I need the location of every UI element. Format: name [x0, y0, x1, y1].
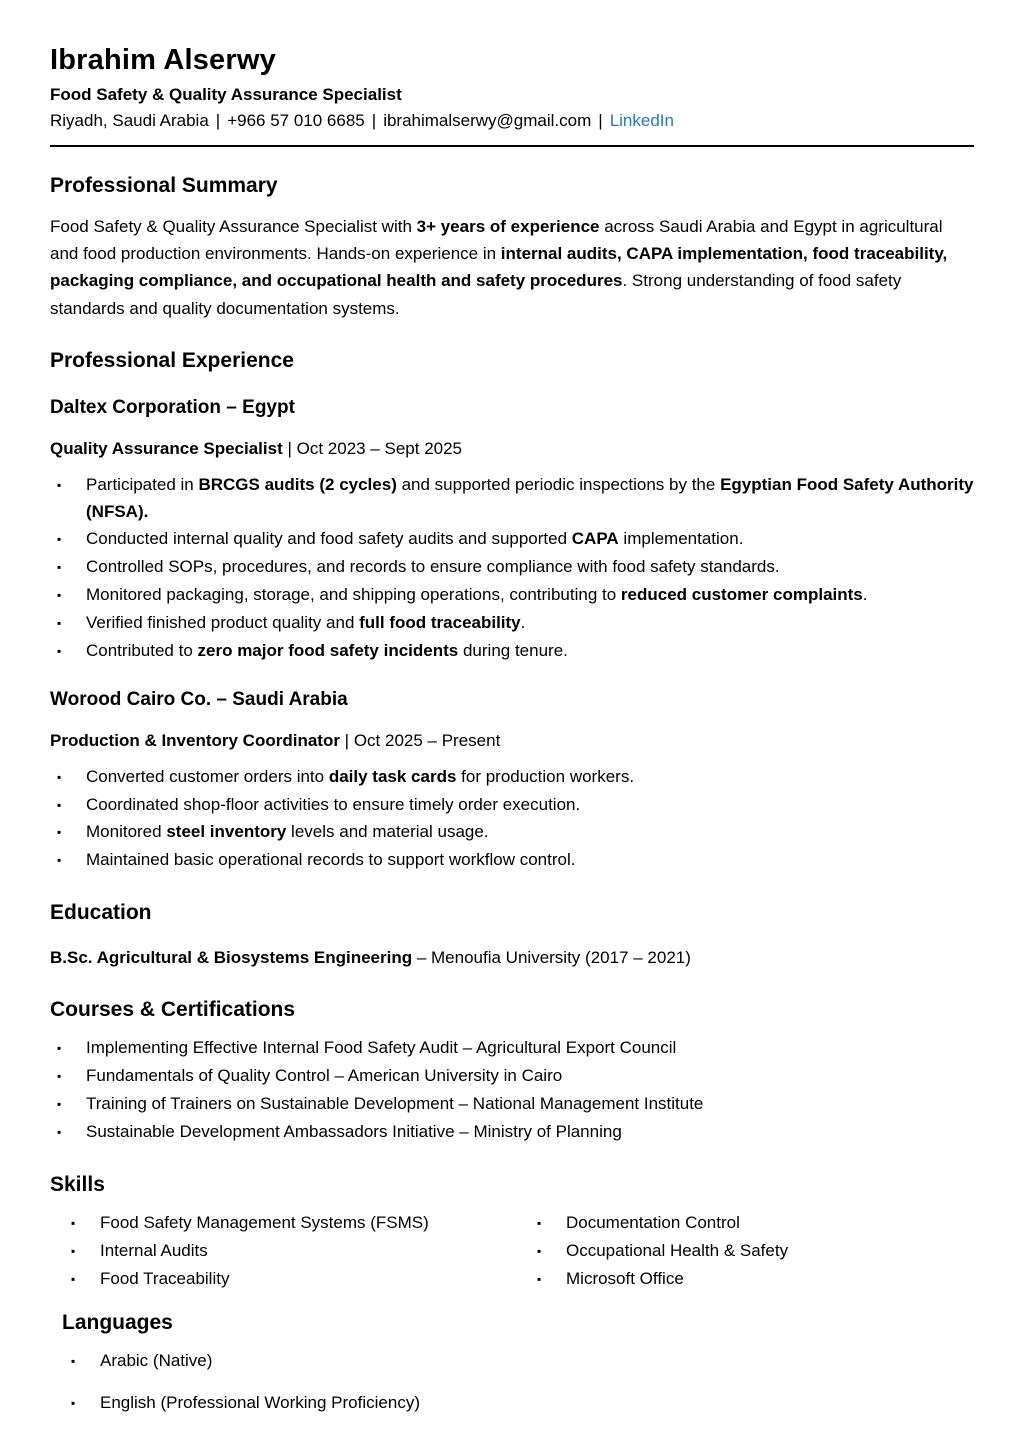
courses-list	[50, 1035, 974, 1145]
contact-line	[50, 111, 974, 131]
summary-paragraph: Food Safety & Quality Assurance Specialist with 3+ years of experience across Saudi Arabia and Egypt in agricultural and food production environments. Hands-on experience in internal audits, CAPA implementation, food traceability, packaging compliance, and occupational health and safety procedures. Strong understanding of food safety standards and quality documentation systems.	[50, 217, 948, 318]
job-entry	[50, 397, 974, 665]
contact-email: ibrahimalserwy@gmail.com	[383, 111, 592, 130]
job-dates: | Oct 2025 – Present	[339, 730, 501, 750]
skills-list-left	[64, 1210, 530, 1293]
role-line	[50, 439, 974, 459]
candidate-name: Ibrahim Alserwy	[50, 44, 276, 76]
contact-location: Riyadh, Saudi Arabia	[50, 111, 209, 130]
job-bullet-list	[50, 472, 974, 665]
bullet-item: ▪ Monitored packaging, storage, and shipping operations, contributing to reduced customer complaints.	[50, 582, 974, 609]
course-item: ▪ Training of Trainers on Sustainable Development – National Management Institute	[50, 1091, 974, 1118]
job-dates: | Oct 2023 – Sept 2025	[282, 438, 463, 458]
skills-column-left	[50, 1210, 530, 1294]
skills-columns	[50, 1210, 974, 1294]
section-heading-courses-certifications: Courses & Certifications	[50, 998, 296, 1022]
job-role: Quality Assurance Specialist	[50, 438, 283, 458]
course-item: ▪ Sustainable Development Ambassadors Initiative – Ministry of Planning	[50, 1119, 974, 1146]
contact-separator: |	[371, 111, 377, 130]
skill-item: ▪ Food Safety Management Systems (FSMS)	[64, 1210, 530, 1237]
linkedin-link[interactable]: LinkedIn	[609, 111, 674, 130]
languages-list	[64, 1348, 974, 1417]
bullet-item: ▪ Contributed to zero major food safety incidents during tenure.	[50, 638, 974, 665]
section-heading-professional-experience: Professional Experience	[50, 348, 294, 372]
bullet-item: ▪ Controlled SOPs, procedures, and records to ensure compliance with food safety standards.	[50, 554, 974, 581]
contact-phone: +966 57 010 6685	[227, 111, 365, 130]
skill-item: ▪ Microsoft Office	[530, 1266, 974, 1293]
bullet-item: ▪ Verified finished product quality and full food traceability.	[50, 610, 974, 637]
skills-column-right	[530, 1210, 974, 1294]
section-skills	[50, 1173, 974, 1294]
section-heading-skills: Skills	[50, 1172, 105, 1196]
job-entry	[50, 689, 974, 874]
education-entry: B.Sc. Agricultural & Biosystems Engineering – Menoufia University (2017 – 2021)	[50, 948, 691, 968]
resume-header	[50, 44, 974, 147]
bullet-item: ▪ Maintained basic operational records to support workflow control.	[50, 847, 974, 874]
skill-item: ▪ Internal Audits	[64, 1238, 530, 1265]
bullet-item: ▪ Conducted internal quality and food safety audits and supported CAPA implementation.	[50, 526, 974, 553]
skill-item: ▪ Documentation Control	[530, 1210, 974, 1237]
candidate-title: Food Safety & Quality Assurance Specialist	[50, 85, 402, 104]
section-heading-education: Education	[50, 901, 152, 925]
section-heading-professional-summary: Professional Summary	[50, 174, 278, 197]
section-professional-summary	[50, 174, 974, 322]
contact-separator: |	[215, 111, 221, 130]
bullet-item: ▪ Coordinated shop-floor activities to ensure timely order execution.	[50, 792, 974, 819]
skills-list-right	[530, 1210, 974, 1293]
section-courses-certifications	[50, 998, 974, 1145]
language-item: ▪ English (Professional Working Proficiency)	[64, 1390, 974, 1417]
course-item: ▪ Implementing Effective Internal Food Safety Audit – Agricultural Export Council	[50, 1035, 974, 1062]
company-name: Daltex Corporation – Egypt	[50, 396, 295, 418]
job-bullet-list	[50, 764, 974, 874]
language-item: ▪ Arabic (Native)	[64, 1348, 974, 1375]
header-divider	[50, 145, 974, 147]
bullet-item: ▪ Monitored steel inventory levels and material usage.	[50, 819, 974, 846]
section-education	[50, 901, 974, 971]
skill-item: ▪ Occupational Health & Safety	[530, 1238, 974, 1265]
contact-separator: |	[598, 111, 603, 130]
course-item: ▪ Fundamentals of Quality Control – American University in Cairo	[50, 1063, 974, 1090]
company-name: Worood Cairo Co. – Saudi Arabia	[50, 688, 348, 710]
job-role: Production & Inventory Coordinator	[50, 730, 340, 750]
section-heading-languages: Languages	[62, 1311, 173, 1335]
skill-item: ▪ Food Traceability	[64, 1266, 530, 1293]
bullet-item: ▪ Participated in BRCGS audits (2 cycles) and supported periodic inspections by the Egyptian Food Safety Authority (NFSA).	[50, 472, 974, 526]
bullet-item: ▪ Converted customer orders into daily task cards for production workers.	[50, 764, 974, 791]
role-line	[50, 731, 974, 751]
section-languages	[50, 1311, 974, 1417]
section-professional-experience	[50, 349, 974, 874]
